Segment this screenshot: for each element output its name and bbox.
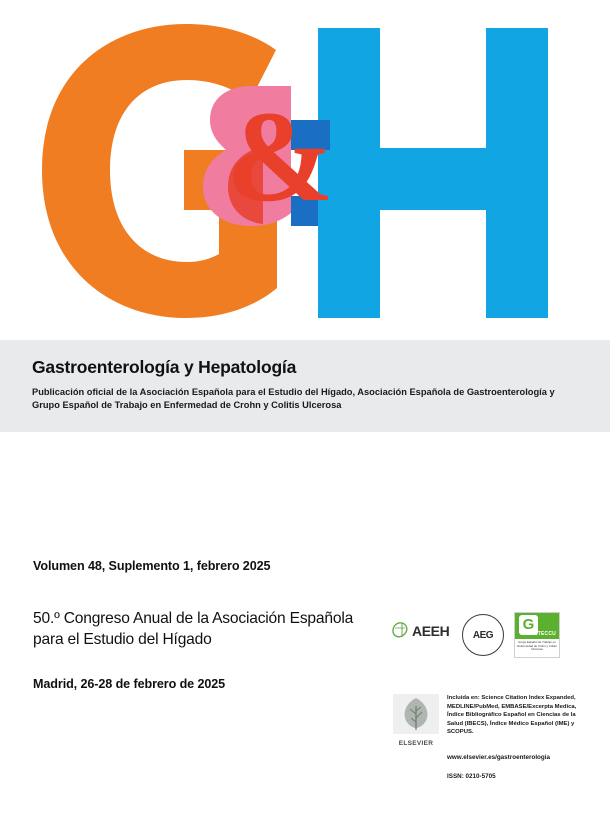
aeeh-logo	[390, 620, 449, 642]
society-logos	[390, 612, 575, 660]
aeeh-label: AEEH	[412, 623, 450, 639]
logo-ampersand-glyph: &	[226, 85, 335, 229]
geteccu-caption: Grupo Español de Trabajo en Enfermedad de Crohn y Colitis Ulcerosa	[517, 640, 557, 652]
journal-title: Gastroenterología y Hepatología	[32, 357, 297, 377]
geteccu-letter: G	[519, 615, 538, 635]
city-date-line: Madrid, 26-28 de febrero de 2025	[33, 677, 226, 691]
issn-text: ISSN: 0210-5705	[447, 773, 496, 780]
elsevier-wordmark: ELSEVIER	[398, 740, 434, 747]
geteccu-badge	[515, 613, 559, 639]
geteccu-word: GETECCU	[530, 631, 556, 637]
aeg-logo	[462, 614, 504, 656]
elsevier-logo	[390, 694, 442, 746]
cover-lower-area	[0, 432, 610, 814]
congress-title: 50.º Congreso Anual de la Asociación Española para el Estudio del Hígado	[33, 610, 354, 648]
indexing-text: Incluida en: Science Citation Index Expanded, MEDLINE/PubMed, EMBASE/Excerpta Medica, Índice Bibliográfico Español en Ciencias de la Salud (IBECS), Índice Médico Español (IME) y SCOPUS.	[447, 695, 577, 736]
aeeh-liver-icon	[390, 620, 410, 642]
aeg-label: AEG	[472, 629, 494, 641]
elsevier-tree-icon	[393, 694, 439, 734]
volume-line: Volumen 48, Suplemento 1, febrero 2025	[33, 559, 271, 573]
journal-logo-area	[0, 0, 610, 340]
journal-subtitle: Publicación oficial de la Asociación Española para el Estudio del Hígado, Asociación Española de Gastroenterología y Grupo Español de Trabajo en Enfermedad de Crohn y Colitis Ulcerosa	[32, 387, 555, 410]
logo-letter-h-bar	[318, 148, 548, 210]
journal-website[interactable]: www.elsevier.es/gastroenterologia	[447, 754, 551, 761]
journal-title-band	[0, 340, 610, 432]
gh-logo-icon	[0, 0, 610, 340]
geteccu-logo	[514, 612, 560, 658]
